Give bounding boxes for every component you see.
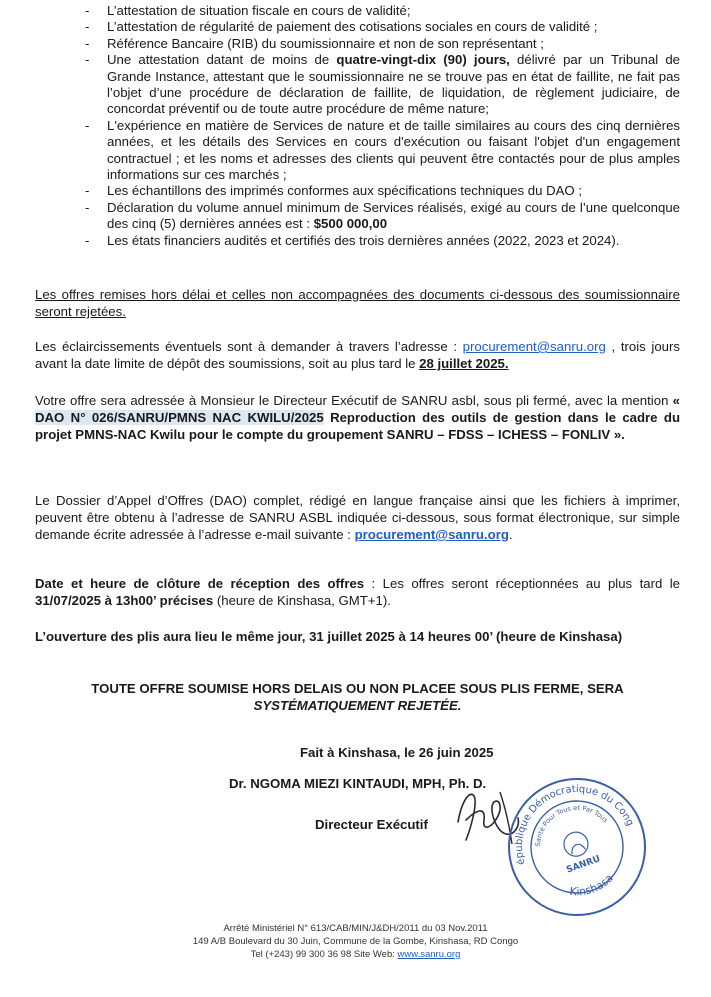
bullet-dash: -: [85, 232, 90, 248]
warning-line-1: TOUTE OFFRE SOUMISE HORS DELAIS OU NON PLACEE SOUS PLIS FERME, SERA: [91, 681, 624, 696]
place-date: Fait à Kinshasa, le 26 juin 2025: [300, 745, 494, 760]
requirements-list: [85, 3, 680, 249]
bullet-dash: -: [85, 117, 90, 133]
bullet-dash: -: [85, 35, 90, 51]
bullet-dash: -: [85, 199, 90, 215]
website-link[interactable]: www.sanru.org: [397, 949, 461, 960]
svg-text:Kinshasa: [565, 870, 618, 904]
footer-decree: Arrêté Ministériel N° 613/CAB/MIN/J&DH/2011 du 03 Nov.2011: [223, 923, 488, 934]
offer-address-paragraph: Votre offre sera adressée à Monsieur le Directeur Exécutif de SANRU asbl, sous pli fermé, avec la mention « DAO N° 026/SANRU/PMNS NAC KWILU/2025 Reproduction des outils de gestion dans le cadre du projet PMNS-NAC Kwilu pour le compte du groupement SANRU – FDSS – ICHESS – FONLIV ».: [35, 393, 680, 442]
footer-contact: Tel (+243) 99 300 36 98 Site Web: www.sanru.org: [250, 949, 461, 960]
warning-line-2: SYSTÉMATIQUEMENT REJETÉE.: [253, 698, 462, 713]
list-item: - Une attestation datant de moins de quatre-vingt-dix (90) jours, délivré par un Tribunal de Grande Instance, attestant que le soumissionnaire ne se trouve pas en état de faillite, ne fait pas l’objet d’une procédure de déclaration de faillite, de liquidation, de règlement judiciaire, de concordat préventif ou de toute autre procédure de même nature;: [85, 52, 680, 117]
email-link[interactable]: procurement@sanru.org: [354, 527, 509, 542]
list-item: - L'expérience en matière de Services de nature et de taille similaires au cours des cinq dernières années, et les détails des Services en cours d'exécution ou faisant l'objet d'un engagement contractuel ; et les noms et adresses des clients qui peuvent être contactés pour de plus amples informations sur ces marchés ;: [85, 117, 680, 183]
signatory-name: Dr. NGOMA MIEZI KINTAUDI, MPH, Ph. D.: [229, 776, 487, 791]
stamp-country-text: République Démocratique du Congo: [513, 783, 636, 867]
closing-paragraph: Date et heure de clôture de réception des offres : Les offres seront réceptionnées au plus tard le 31/07/2025 à 13h00’ précises (heure de Kinshasa, GMT+1).: [35, 576, 680, 608]
bullet-dash: -: [85, 3, 90, 18]
footer-address: 149 A/B Boulevard du 30 Juin, Commune de la Gombe, Kinshasa, RD Congo: [192, 936, 519, 947]
official-stamp: [502, 772, 652, 922]
list-item: - L’attestation de situation fiscale en cours de validité;: [85, 3, 411, 18]
list-item: - L’attestation de régularité de paiement des cotisations sociales en cours de validité ;: [85, 19, 598, 35]
stamp-motto-text: Santé Pour Tous et Par Tous: [533, 803, 610, 847]
list-item: - Déclaration du volume annuel minimum de Services réalisés, exigé au cours de l’une quelconque des cinq (5) dernières années est : $500 000,00: [85, 199, 680, 232]
dao-reference: DAO N° 026/SANRU/PMNS NAC KWILU/2025: [35, 410, 324, 425]
bullet-dash: -: [85, 183, 90, 199]
opening-statement: L’ouverture des plis aura lieu le même jour, 31 juillet 2025 à 14 heures 00’ (heure de Kinshasa): [35, 629, 623, 644]
late-offers-notice: Les offres remises hors délai et celles non accompagnées des documents ci-dessous des soumissionnaire seront rejetées.: [35, 287, 680, 319]
bullet-dash: -: [85, 52, 90, 68]
bullet-dash: -: [85, 19, 90, 35]
list-item: - Les états financiers audités et certifiés des trois dernières années (2022, 2023 et 2024).: [85, 232, 620, 248]
clarifications-paragraph: Les éclaircissements éventuels sont à demander à travers l’adresse : procurement@sanru.org , trois jours avant la date limite de dépôt des soumissions, soit au plus tard le 28 juillet 2025.: [35, 339, 681, 371]
email-link[interactable]: procurement@sanru.org: [462, 339, 606, 354]
list-item: - Les échantillons des imprimés conformes aux spécifications techniques du DAO ;: [85, 183, 582, 199]
stamp-org-text: SANRU: [565, 854, 602, 876]
list-item: - Référence Bancaire (RIB) du soumissionnaire et non de son représentant ;: [85, 35, 544, 51]
stamp-city-text: Kinshasa: [568, 871, 616, 899]
dossier-paragraph: Le Dossier d’Appel d’Offres (DAO) complet, rédigé en langue française ainsi que les fichiers à imprimer, peuvent être obtenu à l’adresse de SANRU ASBL indiquée ci-dessous, sous format électronique, sur simple demande écrite adressée à l’adresse e-mail suivante : procurement@sanru.org.: [35, 493, 680, 542]
signatory-title: Directeur Exécutif: [315, 817, 428, 832]
